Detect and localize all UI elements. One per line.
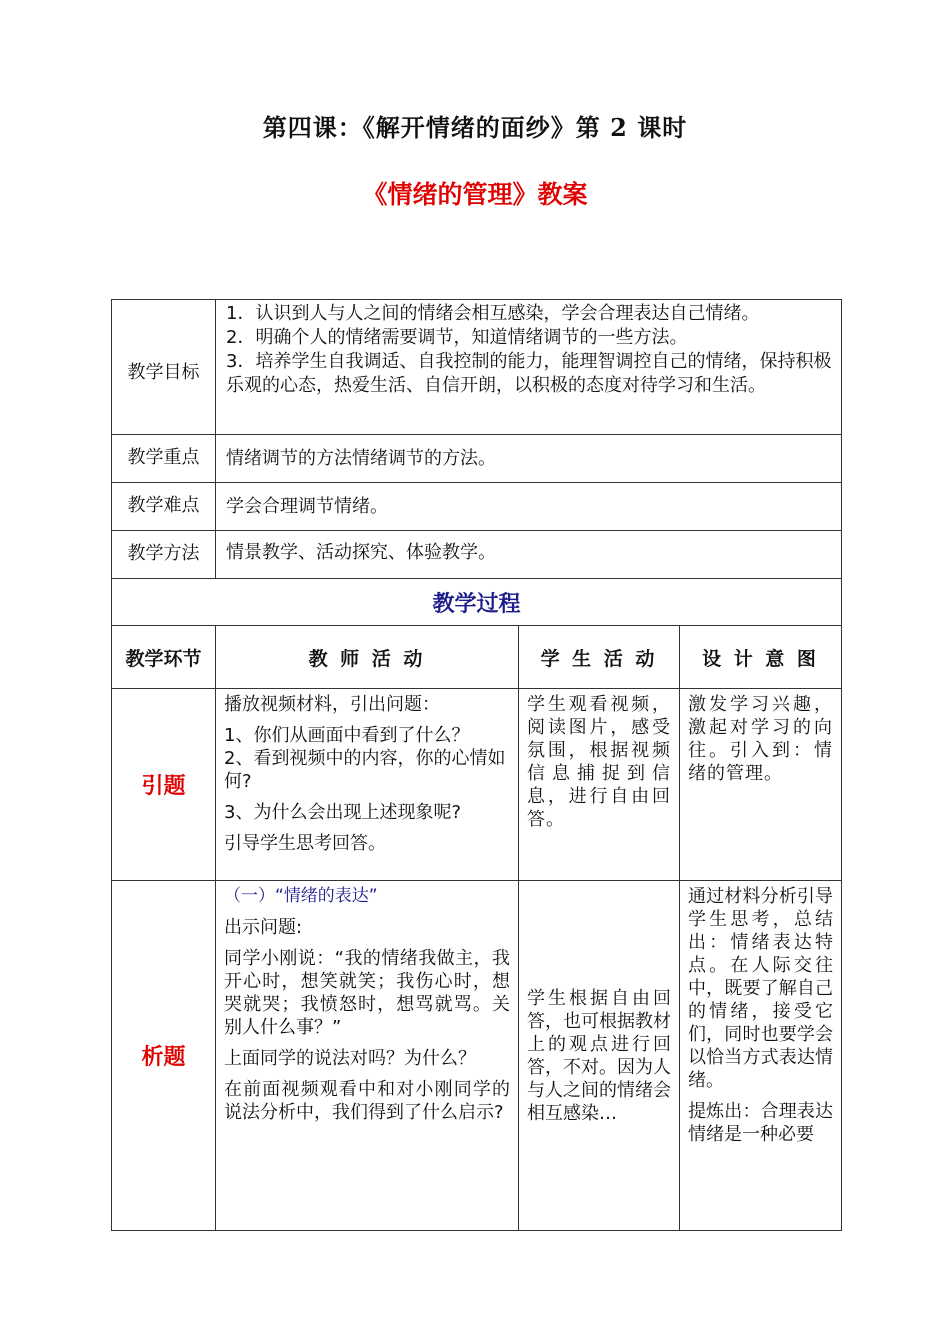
method-label: 教学方法 [112,531,216,579]
teacher-activity [216,881,519,1231]
lesson-subtitle: 《情绪的管理》教案 [362,180,588,209]
difficulty-label: 教学难点 [112,483,216,531]
intent-line: 提炼出：合理表达情绪是一种必要 [688,1101,834,1145]
difficulty-value: 学会合理调节情绪。 [216,483,842,531]
teacher-line: 出示问题: [224,917,303,938]
key-value: 情绪调节的方法情绪调节的方法。 [216,435,842,483]
stage-label: 析题 [112,881,216,1231]
stage-label: 引题 [112,689,216,881]
method-value: 情景教学、活动探究、体验教学。 [216,531,842,579]
key-row [112,435,842,483]
teacher-line: 播放视频材料，引出问题： [224,694,440,715]
goal-label: 教学目标 [112,300,216,435]
header-intent: 设 计 意 图 [680,626,842,689]
header-stage: 教学环节 [112,626,216,689]
teacher-line: 1、你们从画面中看到了什么？ [224,725,470,746]
goals-row [112,300,842,435]
difficulty-row [112,483,842,531]
process-title: 教学过程 [112,579,842,626]
header-teacher: 教 师 活 动 [216,626,519,689]
goal-item: 3．培养学生自我调适、自我控制的能力，能理智调控自己的情绪，保持积极乐观的心态，热爱生活、自信开朗，以积极的态度对待学习和生活。 [226,351,832,396]
teacher-activity [216,689,519,881]
student-activity: 学生观看视频，阅读图片，感受氛围，根据视频信息捕捉到信息，进行自由回答。 [519,689,680,881]
method-row [112,531,842,579]
header-student: 学 生 活 动 [519,626,680,689]
student-activity: 学生根据自由回答，也可根据教材上的观点进行回答，不对。因为人与人之间的情绪会相互感染… [519,881,680,1231]
teacher-line: 引导学生思考回答。 [224,833,386,854]
teacher-line: 2、看到视频中的内容，你的心情如何? [224,748,506,792]
design-intent [680,881,842,1231]
goal-content [216,300,842,435]
teacher-line: 在前面视频观看中和对小刚同学的说法分析中，我们得到了什么启示? [224,1079,510,1123]
section-heading: （一）“情绪的表达” [224,886,378,906]
goal-item: 2．明确个人的情绪需要调节，知道情绪调节的一些方法。 [226,327,688,348]
teacher-line: 3、为什么会出现上述现象呢? [224,802,462,823]
teacher-line: 同学小刚说：“我的情绪我做主，我开心时，想笑就笑；我伤心时，想哭就哭；我愤怒时，想骂就骂。关别人什么事？” [224,948,510,1038]
process-row-intro [112,689,842,881]
key-label: 教学重点 [112,435,216,483]
teacher-line: 上面同学的说法对吗？为什么？ [224,1048,476,1069]
process-header-row [112,626,842,689]
design-intent: 激发学习兴趣，激起对学习的向往。引入到：情绪的管理。 [680,689,842,881]
process-title-row [112,579,842,626]
lesson-plan-table [111,299,842,1231]
intent-line: 通过材料分析引导学生思考，总结出：情绪表达特点。在人际交往中，既要了解自己的情绪，接受它们，同时也要学会以恰当方式表达情绪。 [688,886,834,1091]
process-row-analysis [112,881,842,1231]
lesson-title: 第四课：《解开情绪的面纱》第 2 课时 [262,113,688,142]
goal-item: 1．认识到人与人之间的情绪会相互感染，学会合理表达自己情绪。 [226,303,760,324]
